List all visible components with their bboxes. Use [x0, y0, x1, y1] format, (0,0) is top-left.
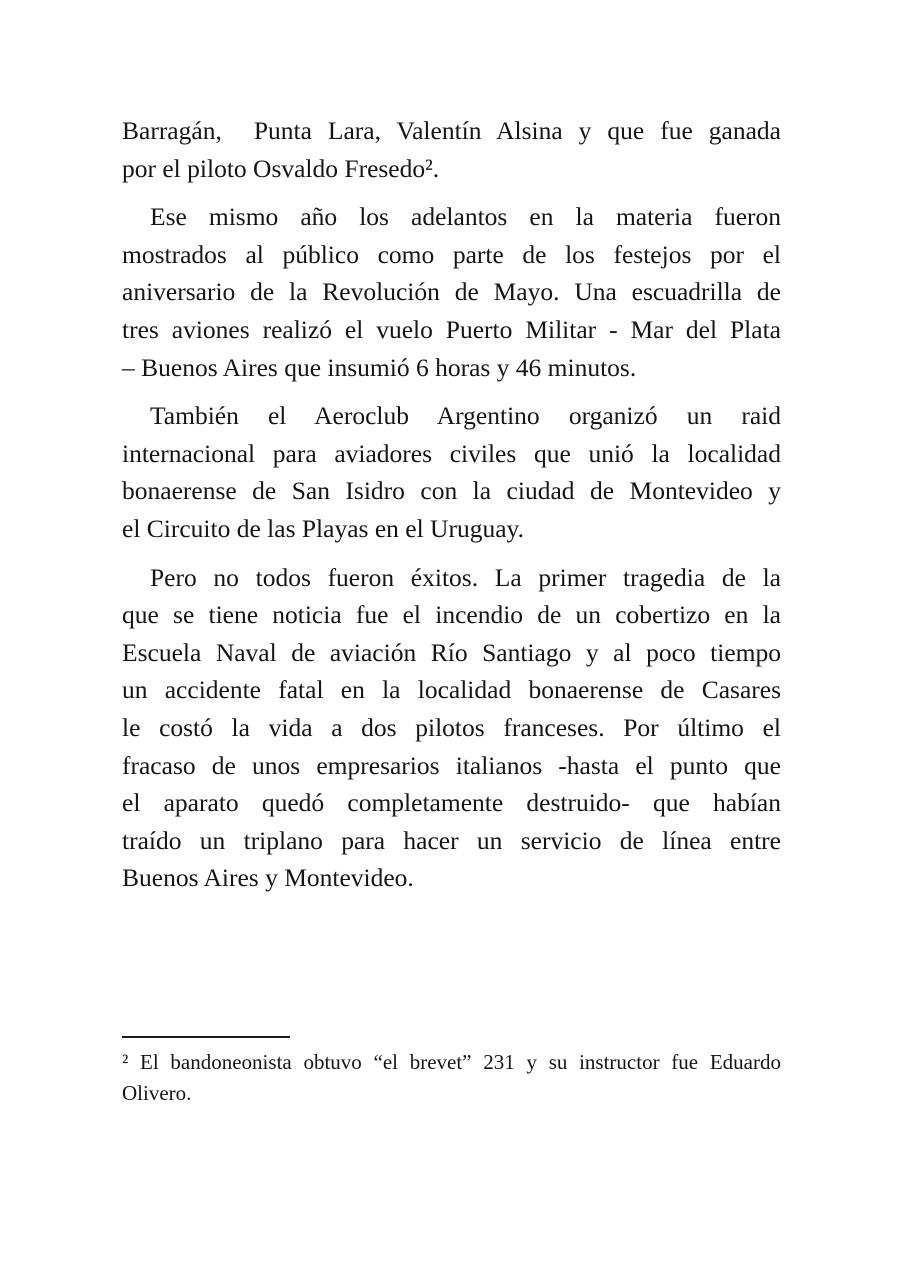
text-line: el aparato quedó completamente destruido- que habían	[122, 788, 781, 818]
page-body	[122, 112, 781, 897]
text-line: tres aviones realizó el vuelo Puerto Militar - Mar del Plata	[122, 314, 781, 344]
paragraph	[122, 397, 781, 547]
text-line: aniversario de la Revolución de Mayo. Una escuadrilla de	[122, 277, 781, 307]
text-line: – Buenos Aires que insumió 6 horas y 46 minutos.	[122, 352, 637, 382]
text-line: Ese mismo año los adelantos en la materia fueron	[150, 202, 781, 232]
paragraph	[122, 559, 781, 897]
text-line: traído un triplano para hacer un servicio de línea entre	[122, 825, 781, 855]
text-line: Buenos Aires y Montevideo.	[122, 863, 414, 893]
text-line: que se tiene noticia fue el incendio de un cobertizo en la	[122, 600, 781, 630]
text-line: Barragán, Punta Lara, Valentín Alsina y que fue ganada	[122, 116, 781, 145]
footnote	[122, 1036, 781, 1108]
footnote-text	[122, 1047, 781, 1108]
text-line: le costó la vida a dos pilotos franceses. Por último el	[122, 712, 781, 742]
text-line: un accidente fatal en la localidad bonaerense de Casares	[122, 675, 781, 705]
footnote-line: ² El bandoneonista obtuvo “el brevet” 231 y su instructor fue Eduardo	[122, 1050, 781, 1074]
text-line: Escuela Naval de aviación Río Santiago y al poco tiempo	[122, 637, 781, 667]
text-line: También el Aeroclub Argentino organizó un raid	[150, 401, 781, 431]
text-line: bonaerense de San Isidro con la ciudad de Montevideo y	[122, 476, 781, 506]
text-line: mostrados al público como parte de los festejos por el	[122, 239, 781, 269]
paragraph	[122, 198, 781, 386]
text-line: fracaso de unos empresarios italianos -hasta el punto que	[122, 750, 781, 780]
footnote-line: Olivero.	[122, 1080, 192, 1105]
text-line: internacional para aviadores civiles que unió la localidad	[122, 438, 781, 468]
text-line: Pero no todos fueron éxitos. La primer tragedia de la	[150, 562, 781, 592]
footnote-separator-rule	[122, 1036, 290, 1038]
paragraph	[122, 112, 781, 187]
text-line: el Circuito de las Playas en el Uruguay.	[122, 513, 524, 543]
text-line: por el piloto Osvaldo Fresedo².	[122, 153, 440, 183]
